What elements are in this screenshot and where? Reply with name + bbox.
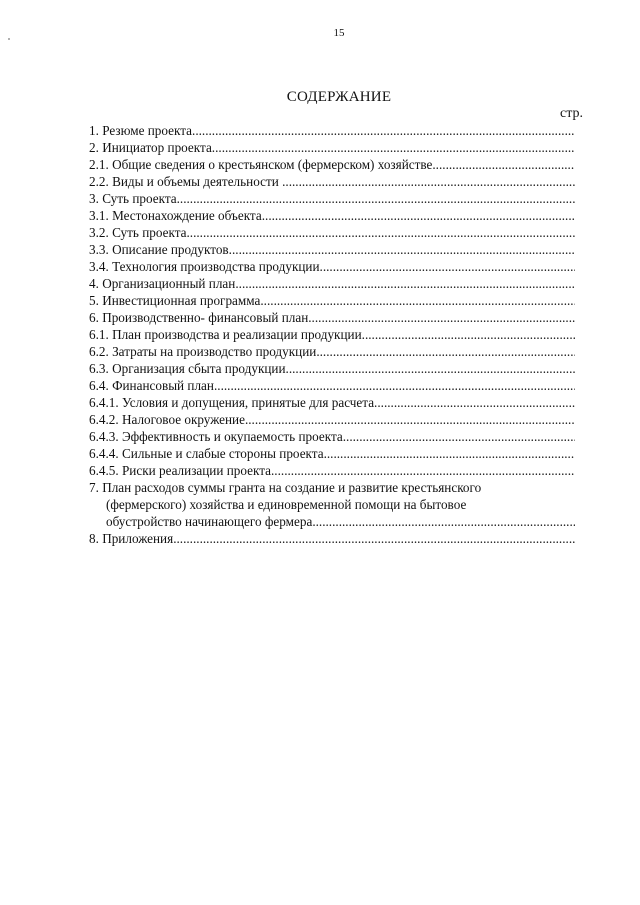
toc-entry	[89, 292, 575, 309]
dot-leader	[316, 344, 575, 359]
dot-leader	[173, 531, 575, 546]
toc-entry-label: 6.4.1. Условия и допущения, принятые для расчета	[89, 395, 375, 410]
dot-leader	[374, 395, 575, 410]
page-number: 15	[333, 27, 345, 39]
dot-leader	[312, 514, 575, 529]
toc-entry	[89, 360, 575, 377]
toc-entry	[89, 326, 575, 343]
toc-entry-label: 8. Приложения	[89, 531, 174, 546]
dot-leader	[271, 463, 575, 478]
toc-entry-multiline	[89, 479, 575, 530]
toc-entry-label: 6.3. Организация сбыта продукции	[89, 361, 286, 376]
toc-entry	[89, 411, 575, 428]
toc-entry-label: обустройство начинающего фермера	[106, 514, 313, 529]
toc-entry-label: 3.1. Местонахождение объекта	[89, 208, 262, 223]
toc-entry-label: 3.4. Технология производства продукции	[89, 259, 320, 274]
dot-leader	[320, 259, 575, 274]
table-of-contents	[89, 122, 575, 547]
dot-leader	[262, 208, 575, 223]
toc-entry	[89, 241, 575, 258]
toc-entry-label: 1. Резюме проекта	[89, 123, 193, 138]
toc-entry-label: 6.2. Затраты на производство продукции	[89, 344, 317, 359]
dot-leader	[177, 191, 575, 206]
toc-entry-label: 6.1. План производства и реализации продукции	[89, 327, 362, 342]
toc-entry-label: 7. План расходов суммы гранта на создание и развитие крестьянского	[89, 480, 482, 495]
dot-leader	[235, 276, 575, 291]
page-column-label: стр.	[560, 106, 584, 121]
toc-entry	[89, 258, 575, 275]
toc-entry	[89, 156, 575, 173]
toc-entry-label: 6.4.2. Налоговое окружение	[89, 412, 245, 427]
toc-entry-label: 3.2. Суть проекта	[89, 225, 187, 240]
dot-leader	[214, 378, 575, 393]
toc-entry-label: 6.4.5. Риски реализации проекта	[89, 463, 271, 478]
toc-entry-line	[89, 479, 575, 496]
dot-leader	[343, 429, 575, 444]
dot-leader	[260, 293, 575, 308]
toc-entry	[89, 224, 575, 241]
toc-entry-label: 5. Инвестиционная программа	[89, 293, 261, 308]
toc-entry-label: (фермерского) хозяйства и единовременной помощи на бытовое	[106, 497, 467, 512]
toc-entry-label: 6.4. Финансовый план	[89, 378, 214, 393]
dot-leader	[192, 123, 575, 138]
dot-leader	[186, 225, 575, 240]
toc-entry-label: 6.4.3. Эффективность и окупаемость проекта	[89, 429, 343, 444]
dot-leader	[229, 242, 575, 257]
toc-entry	[89, 309, 575, 326]
toc-entry-label: 2.2. Виды и объемы деятельности	[89, 174, 283, 189]
toc-entry-label: 2.1. Общие сведения о крестьянском (фермерском) хозяйстве	[89, 157, 433, 172]
dot-leader	[286, 361, 575, 376]
toc-entry-label: 3.3. Описание продуктов	[89, 242, 229, 257]
dot-leader	[308, 310, 575, 325]
toc-entry	[89, 343, 575, 360]
dot-leader	[282, 174, 575, 189]
toc-entry-label: 6. Производственно- финансовый план	[89, 310, 309, 325]
toc-entry	[89, 462, 575, 479]
dot-leader	[212, 140, 575, 155]
toc-entry-label: 4. Организационный план	[89, 276, 236, 291]
dot-leader	[432, 157, 575, 172]
toc-entry	[89, 139, 575, 156]
toc-entry	[89, 428, 575, 445]
toc-entry	[89, 377, 575, 394]
toc-entry-label: 6.4.4. Сильные и слабые стороны проекта	[89, 446, 324, 461]
toc-entry	[89, 207, 575, 224]
toc-entry-label: 3. Суть проекта	[89, 191, 177, 206]
toc-entry	[89, 122, 575, 139]
page-title: СОДЕРЖАНИЕ	[286, 89, 392, 105]
toc-entry	[89, 394, 575, 411]
dot-leader	[362, 327, 575, 342]
toc-entry	[89, 445, 575, 462]
toc-entry	[89, 173, 575, 190]
toc-entry-line	[89, 496, 575, 513]
toc-entry-label: 2. Инициатор проекта	[89, 140, 212, 155]
toc-entry	[89, 530, 575, 547]
dot-leader	[245, 412, 575, 427]
scan-speck	[8, 38, 10, 40]
toc-entry	[89, 275, 575, 292]
dot-leader	[324, 446, 575, 461]
toc-entry	[89, 190, 575, 207]
toc-entry-line	[89, 513, 575, 530]
